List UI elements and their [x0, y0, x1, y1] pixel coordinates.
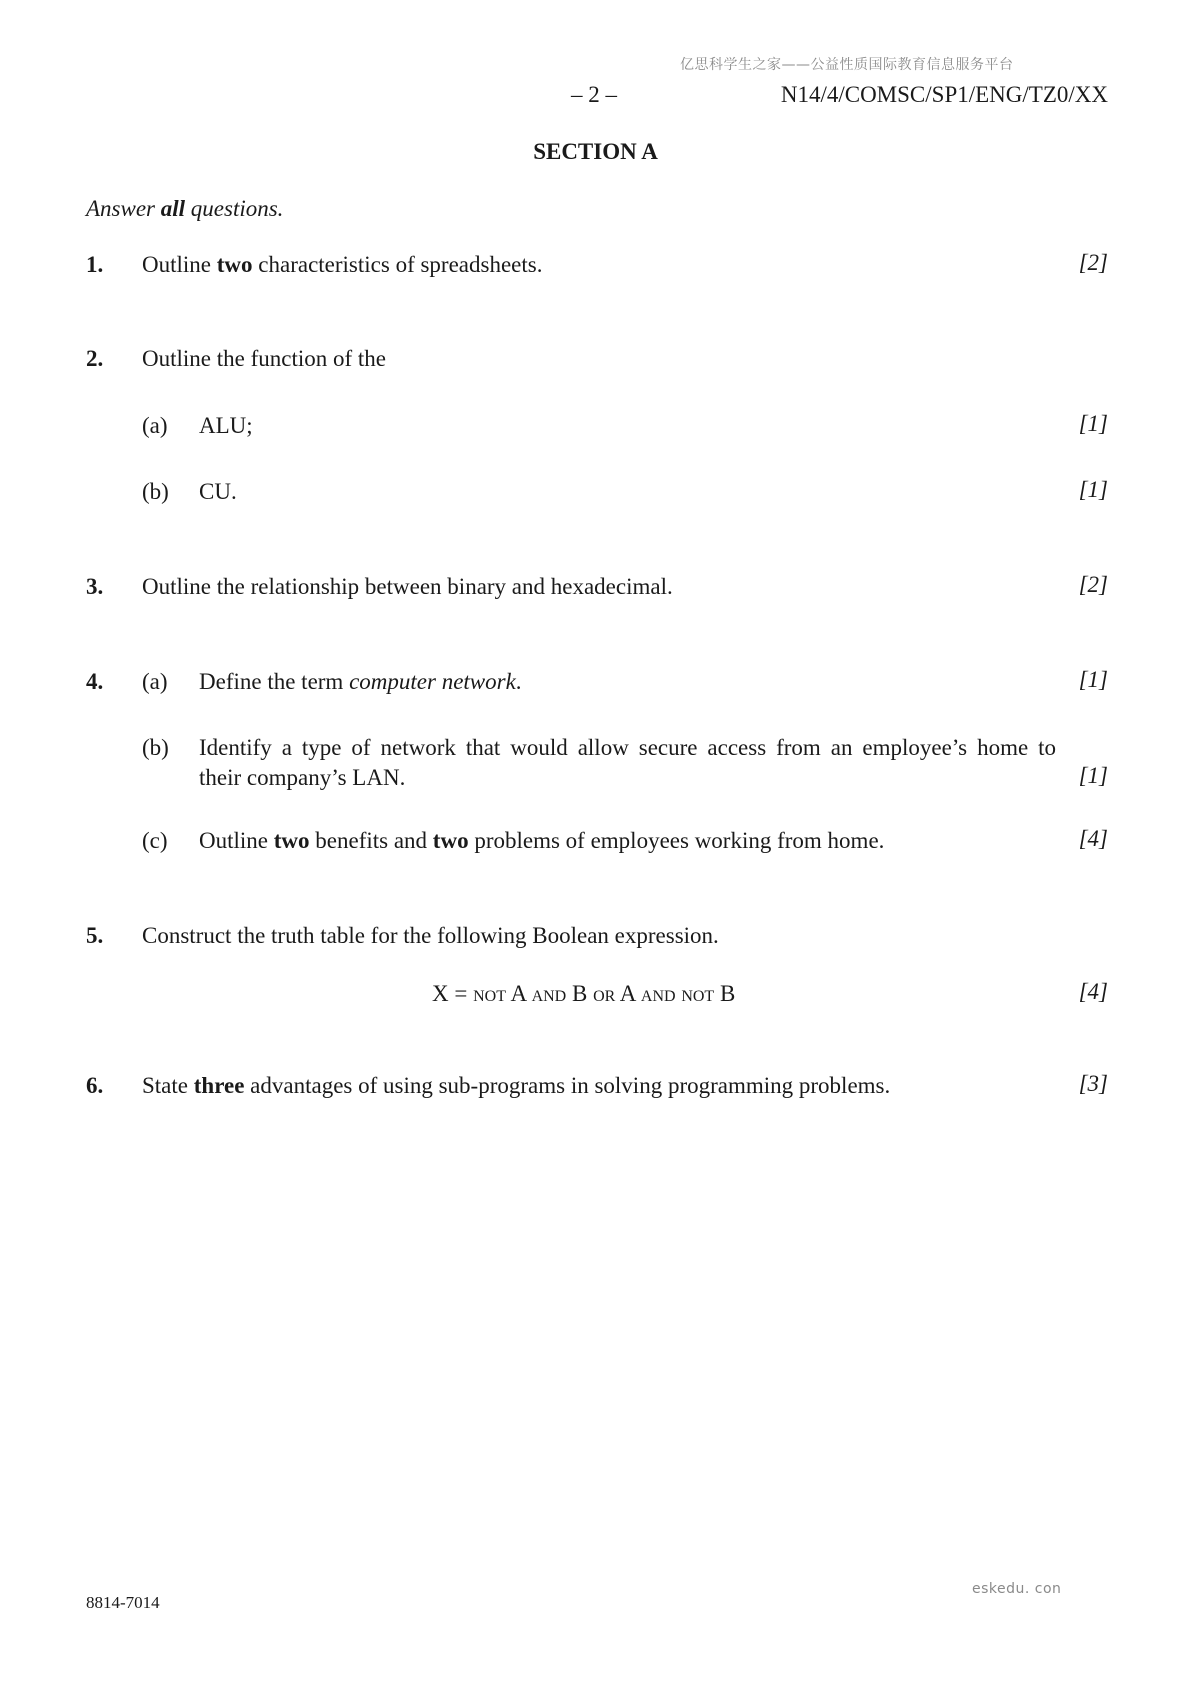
expr-and-1: and	[531, 981, 567, 1006]
question-1-text	[142, 250, 542, 280]
question-1-number: 1.	[86, 252, 104, 277]
q1-bold: two	[216, 252, 253, 277]
question-4-number: 4.	[86, 669, 104, 694]
question-1-marks: [2]	[1078, 250, 1108, 275]
page-number: – 2 –	[571, 82, 617, 107]
question-6-text	[142, 1071, 890, 1101]
question-2b-text: CU.	[199, 479, 237, 504]
question-2a-marks: [1]	[1078, 411, 1108, 436]
q4a-post: .	[515, 669, 522, 694]
q6-post: advantages of using sub-programs in solving programming problems.	[244, 1073, 891, 1098]
question-2-number: 2.	[86, 346, 104, 371]
expr-a-1: A	[510, 981, 526, 1006]
question-2a-label: (a)	[142, 413, 168, 438]
question-4b-label: (b)	[142, 735, 169, 760]
q4c-bold2: two	[432, 828, 469, 853]
question-6-marks: [3]	[1078, 1071, 1108, 1096]
expr-not-2: not	[681, 981, 715, 1006]
q1-pre: Outline	[142, 252, 217, 277]
expr-and-2: and	[640, 981, 676, 1006]
expr-x: X =	[432, 981, 468, 1006]
exam-code: N14/4/COMSC/SP1/ENG/TZ0/XX	[780, 82, 1108, 107]
instruction-bold: all	[160, 196, 186, 221]
question-4a-text	[199, 667, 522, 697]
question-4b-line1: Identify a type of network that would allow secure access from an employee’s home to	[199, 735, 1056, 760]
watermark-top: 亿思科学生之家——公益性质国际教育信息服务平台	[680, 57, 1014, 73]
instructions	[86, 194, 283, 224]
section-title: SECTION A	[533, 139, 658, 164]
question-2b-label: (b)	[142, 479, 169, 504]
q4c-mid: benefits and	[309, 828, 433, 853]
expr-or: or	[593, 981, 616, 1006]
q6-pre: State	[142, 1073, 194, 1098]
expr-b-2: B	[719, 981, 736, 1006]
question-5-text: Construct the truth table for the following Boolean expression.	[142, 923, 719, 948]
question-3-text: Outline the relationship between binary and hexadecimal.	[142, 574, 673, 599]
question-2a-text: ALU;	[199, 413, 253, 438]
question-3-marks: [2]	[1078, 572, 1108, 597]
question-4a-label: (a)	[142, 669, 168, 694]
question-4c-marks: [4]	[1078, 826, 1108, 851]
question-5-marks: [4]	[1078, 979, 1108, 1004]
q4a-pre: Define the term	[199, 669, 350, 694]
boolean-expression	[432, 979, 735, 1009]
instruction-pre: Answer	[86, 196, 161, 221]
q1-post: characteristics of spreadsheets.	[252, 252, 543, 277]
question-4a-marks: [1]	[1078, 667, 1108, 692]
question-4b-marks: [1]	[1078, 763, 1108, 788]
instruction-post: questions.	[185, 196, 284, 221]
expr-not-1: not	[473, 981, 506, 1006]
q4c-bold1: two	[273, 828, 310, 853]
question-4c-label: (c)	[142, 828, 168, 853]
question-5-number: 5.	[86, 923, 104, 948]
question-2-text: Outline the function of the	[142, 346, 386, 371]
question-6-number: 6.	[86, 1073, 104, 1098]
question-3-number: 3.	[86, 574, 104, 599]
expr-b-1: B	[571, 981, 588, 1006]
question-4b-line2: their company’s LAN.	[199, 765, 406, 790]
q4c-post: problems of employees working from home.	[468, 828, 885, 853]
q4a-italic: computer network	[349, 669, 516, 694]
question-2b-marks: [1]	[1078, 477, 1108, 502]
watermark-bottom: eskedu. con	[972, 1581, 1062, 1597]
expr-a-2: A	[619, 981, 636, 1006]
question-4c-text	[199, 826, 884, 856]
q6-bold: three	[193, 1073, 245, 1098]
paper-code: 8814-7014	[86, 1593, 160, 1612]
q4c-pre: Outline	[199, 828, 274, 853]
